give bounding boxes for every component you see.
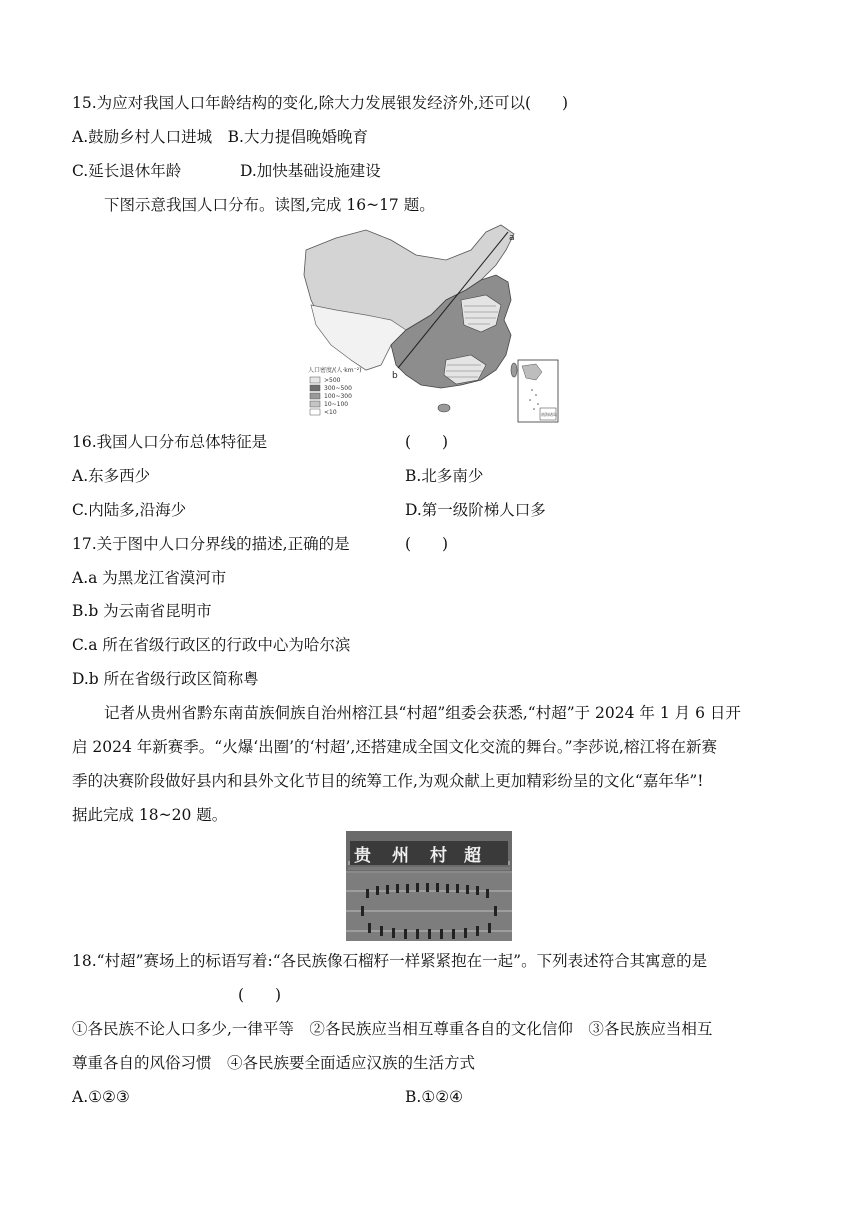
q15-option-c: C.延长退休年龄	[72, 162, 182, 180]
photo-banner-char-3: 村	[430, 846, 447, 866]
map-label-b: b	[392, 371, 398, 381]
legend-label-4: 10~100	[324, 401, 349, 408]
map-taiwan	[511, 363, 517, 377]
population-map	[296, 220, 562, 426]
legend-label-3: 100~300	[324, 393, 352, 400]
passage-line-4: 据此完成 18~20 题。	[72, 806, 228, 824]
q16-paren: ( )	[405, 433, 449, 451]
q18-statements-line-1: ①各民族不论人口多少,一律平等 ②各民族应当相互尊重各自的文化信仰 ③各民族应当相互	[72, 1020, 713, 1038]
q17-option-a: A.a 为黑龙江省漠河市	[72, 569, 227, 587]
q18-option-a: A.①②③	[72, 1088, 130, 1106]
q17-stem: 17.关于图中人口分界线的描述,正确的是	[72, 535, 350, 553]
passage-line-3: 季的决赛阶段做好县内和县外文化节目的统筹工作,为观众献上更加精彩纷呈的文化“嘉年华”!	[72, 772, 704, 790]
q16-option-c: C.内陆多,沿海少	[72, 501, 187, 519]
q16-stem: 16.我国人口分布总体特征是	[72, 433, 268, 451]
q17-option-b: B.b 为云南省昆明市	[72, 602, 212, 620]
map-legend	[310, 377, 352, 416]
q15-stem: 15.为应对我国人口年龄结构的变化,除大力发展银发经济外,还可以( )	[72, 94, 569, 112]
q17-option-d: D.b 所在省级行政区简称粤	[72, 670, 259, 688]
passage-line-2: 启 2024 年新赛季。“火爆‘出圈’的‘村超’,还搭建成全国文化交流的舞台。”李莎说,榕江将在新赛	[72, 738, 717, 756]
q15-options-ab: A.鼓励乡村人口进城 B.大力提倡晚婚晚育	[72, 128, 368, 146]
q15-option-d: D.加快基础设施建设	[240, 162, 381, 180]
q16-option-b: B.北多南少	[405, 467, 484, 485]
photo-banner-char-4: 超	[464, 846, 481, 866]
photo-banner-char-1: 贵	[354, 846, 371, 866]
passage-line-1: 记者从贵州省黔东南苗族侗族自治州榕江县“村超”组委会获悉,“村超”于 2024 年 1 月 6 日开	[104, 704, 741, 722]
q18-statements-line-2: 尊重各自的风俗习惯 ④各民族要全面适应汉族的生活方式	[72, 1054, 476, 1072]
map-hainan	[438, 404, 450, 412]
q18-option-b: B.①②④	[405, 1088, 464, 1106]
legend-label-5: <10	[324, 409, 337, 416]
map-label-a: a	[509, 233, 515, 243]
village-super-league-photo	[346, 831, 512, 941]
inset-label: 南海诸岛	[541, 412, 557, 417]
q16-option-a: A.东多西少	[72, 467, 151, 485]
q18-stem: 18.“村超”赛场上的标语写着:“各民族像石榴籽一样紧紧抱在一起”。下列表述符合其寓意的是	[72, 952, 708, 970]
intro-16-17: 下图示意我国人口分布。读图,完成 16~17 题。	[104, 196, 435, 214]
photo-banner-char-2: 州	[392, 846, 409, 866]
map-legend-title: 人口密度/(人·km⁻²)	[308, 367, 362, 374]
q18-paren: ( )	[238, 986, 282, 1004]
q16-option-d: D.第一级阶梯人口多	[405, 501, 546, 519]
q17-paren: ( )	[405, 535, 449, 553]
legend-label-2: 300~500	[324, 385, 352, 392]
south-china-sea-inset	[518, 360, 558, 422]
q17-option-c: C.a 所在省级行政区的行政中心为哈尔滨	[72, 636, 351, 654]
legend-label-1: >500	[324, 377, 341, 384]
